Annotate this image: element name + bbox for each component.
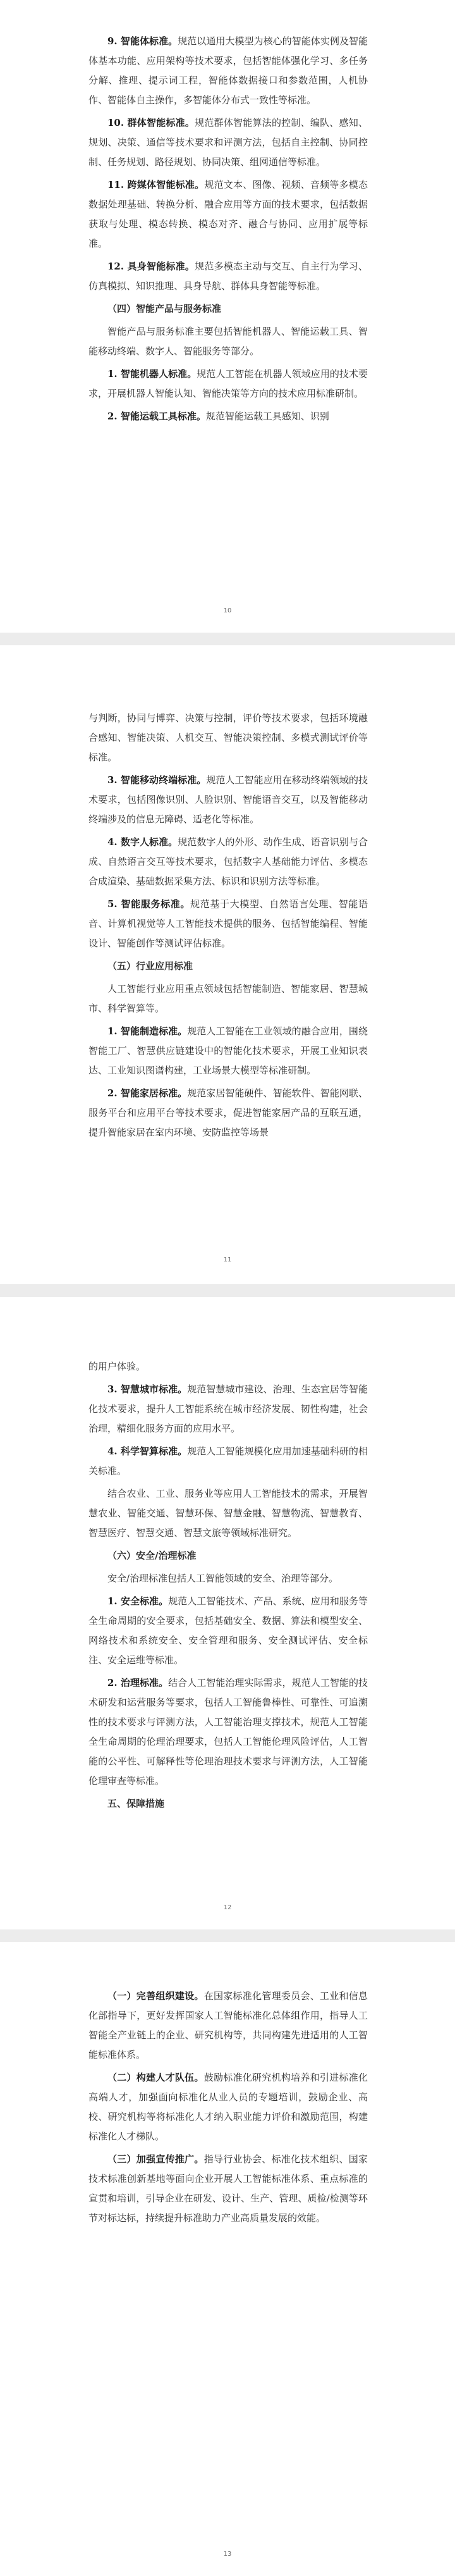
item-title: 12. 具身智能标准。: [107, 261, 195, 272]
item-text: 规范智慧城市建设、治理、生态宜居等智能化技术要求，提升人工智能系统在城市经济发展、韧性构建，社会治理，精细化服务方面的应用水平。: [88, 1384, 368, 1434]
standard-item-smart-city: [88, 1380, 368, 1439]
chapter-heading-safeguards: 五、保障措施: [107, 1798, 165, 1809]
item-text: 规范智能运载工具感知、识别: [205, 411, 329, 422]
item-text: 规范多模态主动与交互、自主行为学习、仿真模拟、知识推理、具身导航、群体具身智能等标准。: [88, 261, 368, 292]
item-text: 指导行业协会、标准化技术组织、国家技术标准创新基地等面向企业开展人工智能标准体系、重点标准的宣贯和培训，引导企业在研发、设计、生产、管理、质检/检测等环节对标达标，持续提升标准助力产业高质量发展的效能。: [88, 2153, 368, 2224]
standard-item-smart-home: [88, 1084, 368, 1142]
item-text: 规范群体智能算法的控制、编队、感知、规划、决策、通信等技术要求和评测方法，包括自主控制、协同控制、任务规划、路径规划、协同决策、组网通信等标准。: [88, 117, 368, 168]
item-title: （一）完善组织建设。: [107, 1990, 204, 2002]
document-page-13: [0, 1942, 455, 2576]
standard-item-embodied: [88, 257, 368, 296]
continued-paragraph: 与判断，协同与博弈、决策与控制，评价等技术要求，包括环境融合感知、智能决策、人机交互、智能决策控制、多模式测试评价等标准。: [88, 712, 368, 763]
standard-item-intelligent-service: [88, 895, 368, 953]
standard-item-vehicle: [88, 407, 368, 426]
continued-paragraph: 的用户体验。: [88, 1361, 146, 1372]
section-heading-security-governance: （六）安全/治理标准: [107, 1550, 197, 1561]
measure-promotion: [88, 2150, 368, 2228]
item-title: （二）构建人才队伍。: [107, 2072, 204, 2083]
page-number: 10: [223, 607, 232, 614]
item-title: 9. 智能体标准。: [107, 35, 178, 47]
item-title: 1. 智能机器人标准。: [107, 368, 197, 380]
standard-item-manufacturing: [88, 1022, 368, 1081]
page-number: 12: [223, 1904, 232, 1911]
item-text: 规范文本、图像、视频、音频等多模态数据处理基础、转换分析、融合应用等方面的技术要求，包括数据获取与处理、模态转换、模态对齐、融合与协同、应用扩展等标准。: [88, 179, 368, 249]
item-title: 3. 智慧城市标准。: [107, 1384, 188, 1395]
item-title: （三）加强宣传推广。: [107, 2153, 204, 2165]
standard-item-governance: [88, 1673, 368, 1791]
page-content: [88, 709, 368, 1146]
item-text: 规范人工智能技术、产品、系统、应用和服务等全生命周期的安全要求，包括基础安全、数据、算法和模型安全、网络技术和系统安全、安全管理和服务、安全测试评估、安全标注、安全运维等标准。: [88, 1595, 368, 1666]
standard-item-swarm-intelligence: [88, 113, 368, 172]
section-heading-industry-applications: （五）行业应用标准: [107, 960, 193, 972]
section-heading-products-services: （四）智能产品与服务标准: [107, 303, 222, 314]
item-title: 11. 跨媒体智能标准。: [107, 179, 205, 190]
item-title: 4. 数字人标准。: [107, 836, 178, 848]
item-title: 2. 智能运载工具标准。: [107, 411, 206, 422]
item-text: 规范人工智能在工业领域的融合应用，围绕智能工厂、智慧供应链建设中的智能化技术要求，开展工业知识表达、工业知识图谱构建，工业场景大模型等标准研制。: [88, 1025, 368, 1076]
item-title: 2. 智能家居标准。: [107, 1087, 188, 1099]
item-text: 规范以通用大模型为核心的智能体实例及智能体基本功能、应用架构等技术要求，包括智能体强化学习、多任务分解、推理、提示词工程，智能体数据接口和参数范围，人机协作、智能体自主操作，多智能体分布式一致性等标准。: [88, 35, 368, 106]
standard-item-robot: [88, 364, 368, 404]
section-intro: 安全/治理标准包括人工智能领域的安全、治理等部分。: [107, 1573, 339, 1584]
page-number: 13: [223, 2551, 232, 2558]
measure-organization: [88, 1986, 368, 2065]
page-number: 11: [223, 1256, 232, 1263]
item-title: 3. 智能移动终端标准。: [107, 774, 207, 786]
standard-item-mobile-terminal: [88, 771, 368, 829]
item-title: 5. 智能服务标准。: [107, 898, 191, 910]
standard-item-security: [88, 1592, 368, 1670]
item-text: 规范人工智能规模化应用加速基础科研的相关标准。: [88, 1446, 368, 1477]
document-page-12: [0, 1297, 455, 1929]
item-text: 规范人工智能应用在移动终端领域的技术要求，包括图像识别、人脸识别、智能语音交互，以及智能移动终端涉及的信息无障碍、适老化等标准。: [88, 774, 368, 825]
item-text: 鼓励标准化研究机构培养和引进标准化高端人才，加强面向标准化从业人员的专题培训，鼓励企业、高校、研究机构等将标准化人才纳入职业能力评价和激励范围，构建标准化人才梯队。: [88, 2072, 368, 2142]
page-content: [88, 1357, 368, 1817]
standard-item-scientific-computing: [88, 1442, 368, 1481]
standard-item-digital-human: [88, 833, 368, 891]
standard-item-cross-media: [88, 175, 368, 254]
document-page-11: [0, 645, 455, 1284]
document-page-10: [0, 0, 455, 633]
item-text: 结合人工智能治理实际需求，规范人工智能的技术研发和运营服务等要求，包括人工智能鲁棒性、可靠性、可追溯性的技术要求与评测方法，人工智能治理支撑技术，规范人工智能全生命周期的伦理治理要求，包括人工智能伦理风险评估，人工智能的公平性、可解释性等伦理治理技术要求与评测方法，人工智能伦理审查等标准。: [88, 1677, 368, 1786]
item-text: 规范人工智能在机器人领域应用的技术要求，开展机器人智能认知、智能决策等方向的技术应用标准研制。: [88, 368, 368, 399]
page-content: [88, 32, 368, 430]
item-title: 4. 科学智算标准。: [107, 1446, 188, 1457]
item-title: 2. 治理标准。: [107, 1677, 169, 1688]
section-intro: 智能产品与服务标准主要包括智能机器人、智能运载工具、智能移动终端、数字人、智能服务等部分。: [88, 326, 368, 357]
measure-talent: [88, 2068, 368, 2146]
page-content: [88, 1986, 368, 2231]
item-title: 1. 安全标准。: [107, 1595, 169, 1607]
item-text: 规范家居智能硬件、智能软件、智能网联、服务平台和应用平台等技术要求，促进智能家居产品的互联互通，提升智能家居在室内环境、安防监控等场景: [88, 1087, 368, 1138]
industry-fields-paragraph: 结合农业、工业、服务业等应用人工智能技术的需求，开展智慧农业、智能交通、智慧环保、智慧金融、智慧物流、智慧教育、智慧医疗、智慧交通、智慧文旅等领域标准研究。: [88, 1488, 368, 1539]
section-intro: 人工智能行业应用重点领域包括智能制造、智能家居、智慧城市、科学智算等。: [88, 983, 368, 1014]
item-text: 在国家标准化管理委员会、工业和信息化部指导下，更好发挥国家人工智能标准化总体组作用，指导人工智能全产业链上的企业、研究机构等，共同构建先进适用的人工智能标准体系。: [88, 1990, 368, 2060]
standard-item-intelligent-agent: [88, 32, 368, 110]
item-text: 规范基于大模型、自然语言处理、智能语音、计算机视觉等人工智能技术提供的服务、包括智能编程、智能设计、智能创作等测试评估标准。: [88, 898, 368, 949]
item-text: 规范数字人的外形、动作生成、语音识别与合成、自然语言交互等技术要求，包括数字人基础能力评估、多模态合成渲染、基础数据采集方法、标识和识别方法等标准。: [88, 836, 368, 887]
item-title: 1. 智能制造标准。: [107, 1025, 188, 1037]
item-title: 10. 群体智能标准。: [107, 117, 195, 128]
